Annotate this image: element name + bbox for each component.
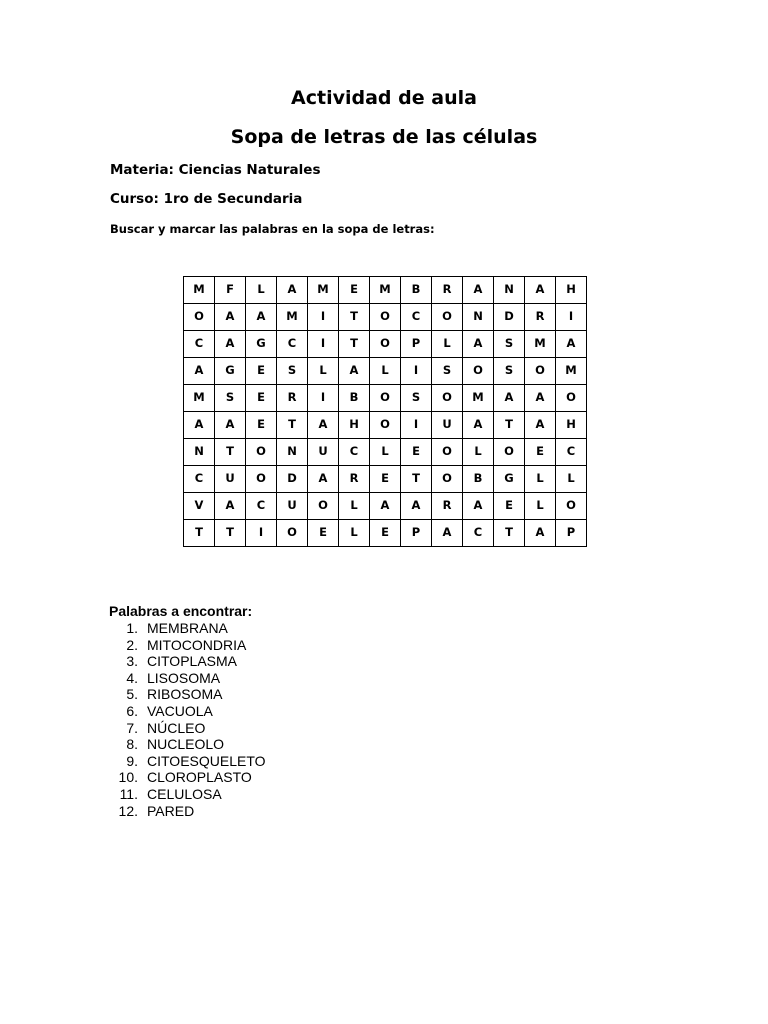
grid-cell[interactable]: N <box>277 439 308 466</box>
grid-row <box>184 304 587 331</box>
subject-label: Materia: Ciencias Naturales <box>110 162 321 178</box>
grid-cell[interactable]: L <box>308 358 339 385</box>
grid-cell[interactable]: E <box>246 358 277 385</box>
grid-cell[interactable]: O <box>370 412 401 439</box>
list-item <box>109 736 266 753</box>
grid-cell[interactable]: A <box>463 331 494 358</box>
grid-cell[interactable]: O <box>246 439 277 466</box>
word-list-heading: Palabras a encontrar: <box>109 603 253 619</box>
grid-cell[interactable]: O <box>556 385 587 412</box>
list-item-word: NÚCLEO <box>147 719 206 736</box>
grid-cell[interactable]: C <box>184 466 215 493</box>
grid-cell[interactable]: T <box>277 412 308 439</box>
grid-cell[interactable]: C <box>463 520 494 547</box>
grid-cell[interactable]: E <box>494 493 525 520</box>
grid-cell[interactable]: T <box>215 520 246 547</box>
grid-row <box>184 331 587 358</box>
grid-cell[interactable]: O <box>525 358 556 385</box>
grid-cell[interactable]: A <box>308 412 339 439</box>
grid-cell[interactable]: B <box>339 385 370 412</box>
grid-cell[interactable]: L <box>339 493 370 520</box>
grid-cell[interactable]: E <box>308 520 339 547</box>
grid-cell[interactable]: O <box>432 304 463 331</box>
grid-cell[interactable]: C <box>401 304 432 331</box>
grid-cell[interactable]: A <box>463 277 494 304</box>
grid-cell[interactable]: L <box>525 493 556 520</box>
grid-cell[interactable]: S <box>432 358 463 385</box>
grid-cell[interactable]: O <box>432 385 463 412</box>
grid-row <box>184 466 587 493</box>
list-item <box>109 720 266 737</box>
grid-cell[interactable]: S <box>494 331 525 358</box>
grid-cell[interactable]: O <box>370 331 401 358</box>
grid-cell[interactable]: A <box>525 385 556 412</box>
list-item <box>109 753 266 770</box>
grid-row <box>184 277 587 304</box>
list-item-word: NUCLEOLO <box>147 736 225 753</box>
grid-cell[interactable]: P <box>401 331 432 358</box>
grid-cell[interactable]: D <box>277 466 308 493</box>
list-item-number: 10. <box>118 769 138 786</box>
list-item-word: CELULOSA <box>147 785 222 802</box>
grid-cell[interactable]: S <box>215 385 246 412</box>
grid-cell[interactable]: L <box>370 358 401 385</box>
list-item <box>109 786 266 803</box>
grid-cell[interactable]: R <box>525 304 556 331</box>
grid-cell[interactable]: M <box>463 385 494 412</box>
grid-cell[interactable]: A <box>215 331 246 358</box>
list-item-word: LISOSOMA <box>147 669 221 686</box>
list-item-number: 2. <box>126 636 138 653</box>
grid-cell[interactable]: A <box>525 412 556 439</box>
grid-cell[interactable]: I <box>401 412 432 439</box>
grid-cell[interactable]: L <box>463 439 494 466</box>
grid-cell[interactable]: L <box>339 520 370 547</box>
grid-cell[interactable]: O <box>370 304 401 331</box>
grid-cell[interactable]: A <box>277 277 308 304</box>
grid-cell[interactable]: E <box>525 439 556 466</box>
grid-cell[interactable]: N <box>494 277 525 304</box>
grid-cell[interactable]: B <box>401 277 432 304</box>
grid-cell[interactable]: I <box>308 331 339 358</box>
grid-cell[interactable]: P <box>401 520 432 547</box>
list-item-number: 11. <box>119 785 138 802</box>
grid-cell[interactable]: S <box>494 358 525 385</box>
grid-cell[interactable]: O <box>246 466 277 493</box>
grid-cell[interactable]: A <box>370 493 401 520</box>
word-list <box>109 620 266 819</box>
grid-cell[interactable]: L <box>525 466 556 493</box>
list-item <box>109 620 266 637</box>
grid-cell[interactable]: M <box>556 358 587 385</box>
grid-cell[interactable]: E <box>370 520 401 547</box>
list-item <box>109 653 266 670</box>
grid-cell[interactable]: R <box>277 385 308 412</box>
grid-cell[interactable]: U <box>277 493 308 520</box>
grid-cell[interactable]: E <box>339 277 370 304</box>
grid-cell[interactable]: E <box>370 466 401 493</box>
grid-cell[interactable]: H <box>556 412 587 439</box>
grid-cell[interactable]: G <box>246 331 277 358</box>
grid-cell[interactable]: H <box>339 412 370 439</box>
grid-cell[interactable]: M <box>308 277 339 304</box>
grid-cell[interactable]: C <box>556 439 587 466</box>
grid-cell[interactable]: M <box>525 331 556 358</box>
grid-cell[interactable]: A <box>525 520 556 547</box>
list-item <box>109 686 266 703</box>
grid-cell[interactable]: A <box>184 358 215 385</box>
grid-cell[interactable]: E <box>401 439 432 466</box>
grid-cell[interactable]: A <box>184 412 215 439</box>
grid-cell[interactable]: E <box>246 385 277 412</box>
grid-cell[interactable]: T <box>339 331 370 358</box>
list-item-word: MEMBRANA <box>147 620 228 636</box>
grid-cell[interactable]: G <box>215 358 246 385</box>
grid-cell[interactable]: A <box>339 358 370 385</box>
list-item <box>109 769 266 786</box>
grid-cell[interactable]: A <box>494 385 525 412</box>
grid-cell[interactable]: R <box>339 466 370 493</box>
list-item-word: PARED <box>147 802 195 819</box>
list-item-number: 7. <box>126 719 138 736</box>
grid-cell[interactable]: A <box>401 493 432 520</box>
list-item-word: VACUOLA <box>147 702 213 719</box>
grid-cell[interactable]: A <box>215 493 246 520</box>
grid-cell[interactable]: I <box>556 304 587 331</box>
grid-cell[interactable]: O <box>556 493 587 520</box>
grid-cell[interactable]: S <box>277 358 308 385</box>
grid-cell[interactable]: M <box>184 385 215 412</box>
grid-row <box>184 439 587 466</box>
grid-cell[interactable]: C <box>184 331 215 358</box>
grid-cell[interactable]: L <box>432 331 463 358</box>
grid-cell[interactable]: M <box>184 277 215 304</box>
grid-cell[interactable]: L <box>246 277 277 304</box>
grid-cell[interactable]: T <box>494 412 525 439</box>
list-item-word: CITOESQUELETO <box>147 752 266 769</box>
grid-cell[interactable]: A <box>556 331 587 358</box>
grid-cell[interactable]: R <box>432 493 463 520</box>
grid-cell[interactable]: A <box>308 466 339 493</box>
list-item-number: 6. <box>126 702 138 719</box>
grid-row <box>184 358 587 385</box>
grid-row <box>184 412 587 439</box>
list-item-number: 12. <box>118 802 138 819</box>
grid-cell[interactable]: U <box>308 439 339 466</box>
grid-cell[interactable]: T <box>494 520 525 547</box>
list-item-word: RIBOSOMA <box>147 686 223 703</box>
list-item-word: CITOPLASMA <box>147 653 237 670</box>
grid-cell[interactable]: E <box>246 412 277 439</box>
list-item-number: 4. <box>126 669 138 686</box>
grid-cell[interactable]: G <box>494 466 525 493</box>
grid-cell[interactable]: A <box>463 493 494 520</box>
grid-cell[interactable]: I <box>308 304 339 331</box>
course-label: Curso: 1ro de Secundaria <box>110 191 303 207</box>
grid-cell[interactable]: T <box>401 466 432 493</box>
grid-cell[interactable]: A <box>215 412 246 439</box>
grid-cell[interactable]: O <box>277 520 308 547</box>
grid-cell[interactable]: T <box>215 439 246 466</box>
list-item-word: CLOROPLASTO <box>147 769 252 786</box>
list-item <box>109 670 266 687</box>
grid-cell[interactable]: A <box>432 520 463 547</box>
document-subtitle: Sopa de letras de las células <box>230 126 538 148</box>
grid-cell[interactable]: F <box>215 277 246 304</box>
document-title: Actividad de aula <box>291 87 477 109</box>
grid-cell[interactable]: O <box>432 466 463 493</box>
list-item-number: 5. <box>126 686 138 703</box>
list-item <box>109 803 266 820</box>
grid-cell[interactable]: I <box>401 358 432 385</box>
grid-cell[interactable]: I <box>246 520 277 547</box>
grid-cell[interactable]: R <box>432 277 463 304</box>
grid-cell[interactable]: O <box>494 439 525 466</box>
grid-cell[interactable]: A <box>525 277 556 304</box>
grid-cell[interactable]: A <box>246 304 277 331</box>
grid-cell[interactable]: C <box>339 439 370 466</box>
grid-cell[interactable]: O <box>432 439 463 466</box>
grid-cell[interactable]: O <box>308 493 339 520</box>
grid-cell[interactable]: S <box>401 385 432 412</box>
grid-row <box>184 493 587 520</box>
grid-cell[interactable]: B <box>463 466 494 493</box>
instructions-text: Buscar y marcar las palabras en la sopa de letras: <box>110 222 435 236</box>
grid-cell[interactable]: O <box>184 304 215 331</box>
list-item-word: MITOCONDRIA <box>147 636 247 653</box>
list-item-number: 8. <box>126 736 138 753</box>
grid-cell[interactable]: T <box>184 520 215 547</box>
grid-cell[interactable]: P <box>556 520 587 547</box>
grid-cell[interactable]: H <box>556 277 587 304</box>
grid-cell[interactable]: A <box>215 304 246 331</box>
grid-cell[interactable]: O <box>370 385 401 412</box>
list-item-number: 9. <box>126 752 138 769</box>
grid-cell[interactable]: I <box>308 385 339 412</box>
list-item-number: 1. <box>126 620 138 636</box>
grid-cell[interactable]: L <box>556 466 587 493</box>
grid-cell[interactable]: M <box>370 277 401 304</box>
list-item <box>109 637 266 654</box>
word-search-grid <box>183 276 587 547</box>
grid-row <box>184 520 587 547</box>
list-item <box>109 703 266 720</box>
grid-row <box>184 385 587 412</box>
grid-cell[interactable]: D <box>494 304 525 331</box>
grid-cell[interactable]: U <box>215 466 246 493</box>
grid-cell[interactable]: M <box>277 304 308 331</box>
grid-cell[interactable]: C <box>246 493 277 520</box>
grid-cell[interactable]: O <box>463 358 494 385</box>
list-item-number: 3. <box>126 653 138 670</box>
grid-cell[interactable]: A <box>463 412 494 439</box>
grid-cell[interactable]: U <box>432 412 463 439</box>
grid-cell[interactable]: V <box>184 493 215 520</box>
grid-cell[interactable]: N <box>463 304 494 331</box>
grid-cell[interactable]: N <box>184 439 215 466</box>
grid-cell[interactable]: C <box>277 331 308 358</box>
grid-cell[interactable]: T <box>339 304 370 331</box>
grid-cell[interactable]: L <box>370 439 401 466</box>
